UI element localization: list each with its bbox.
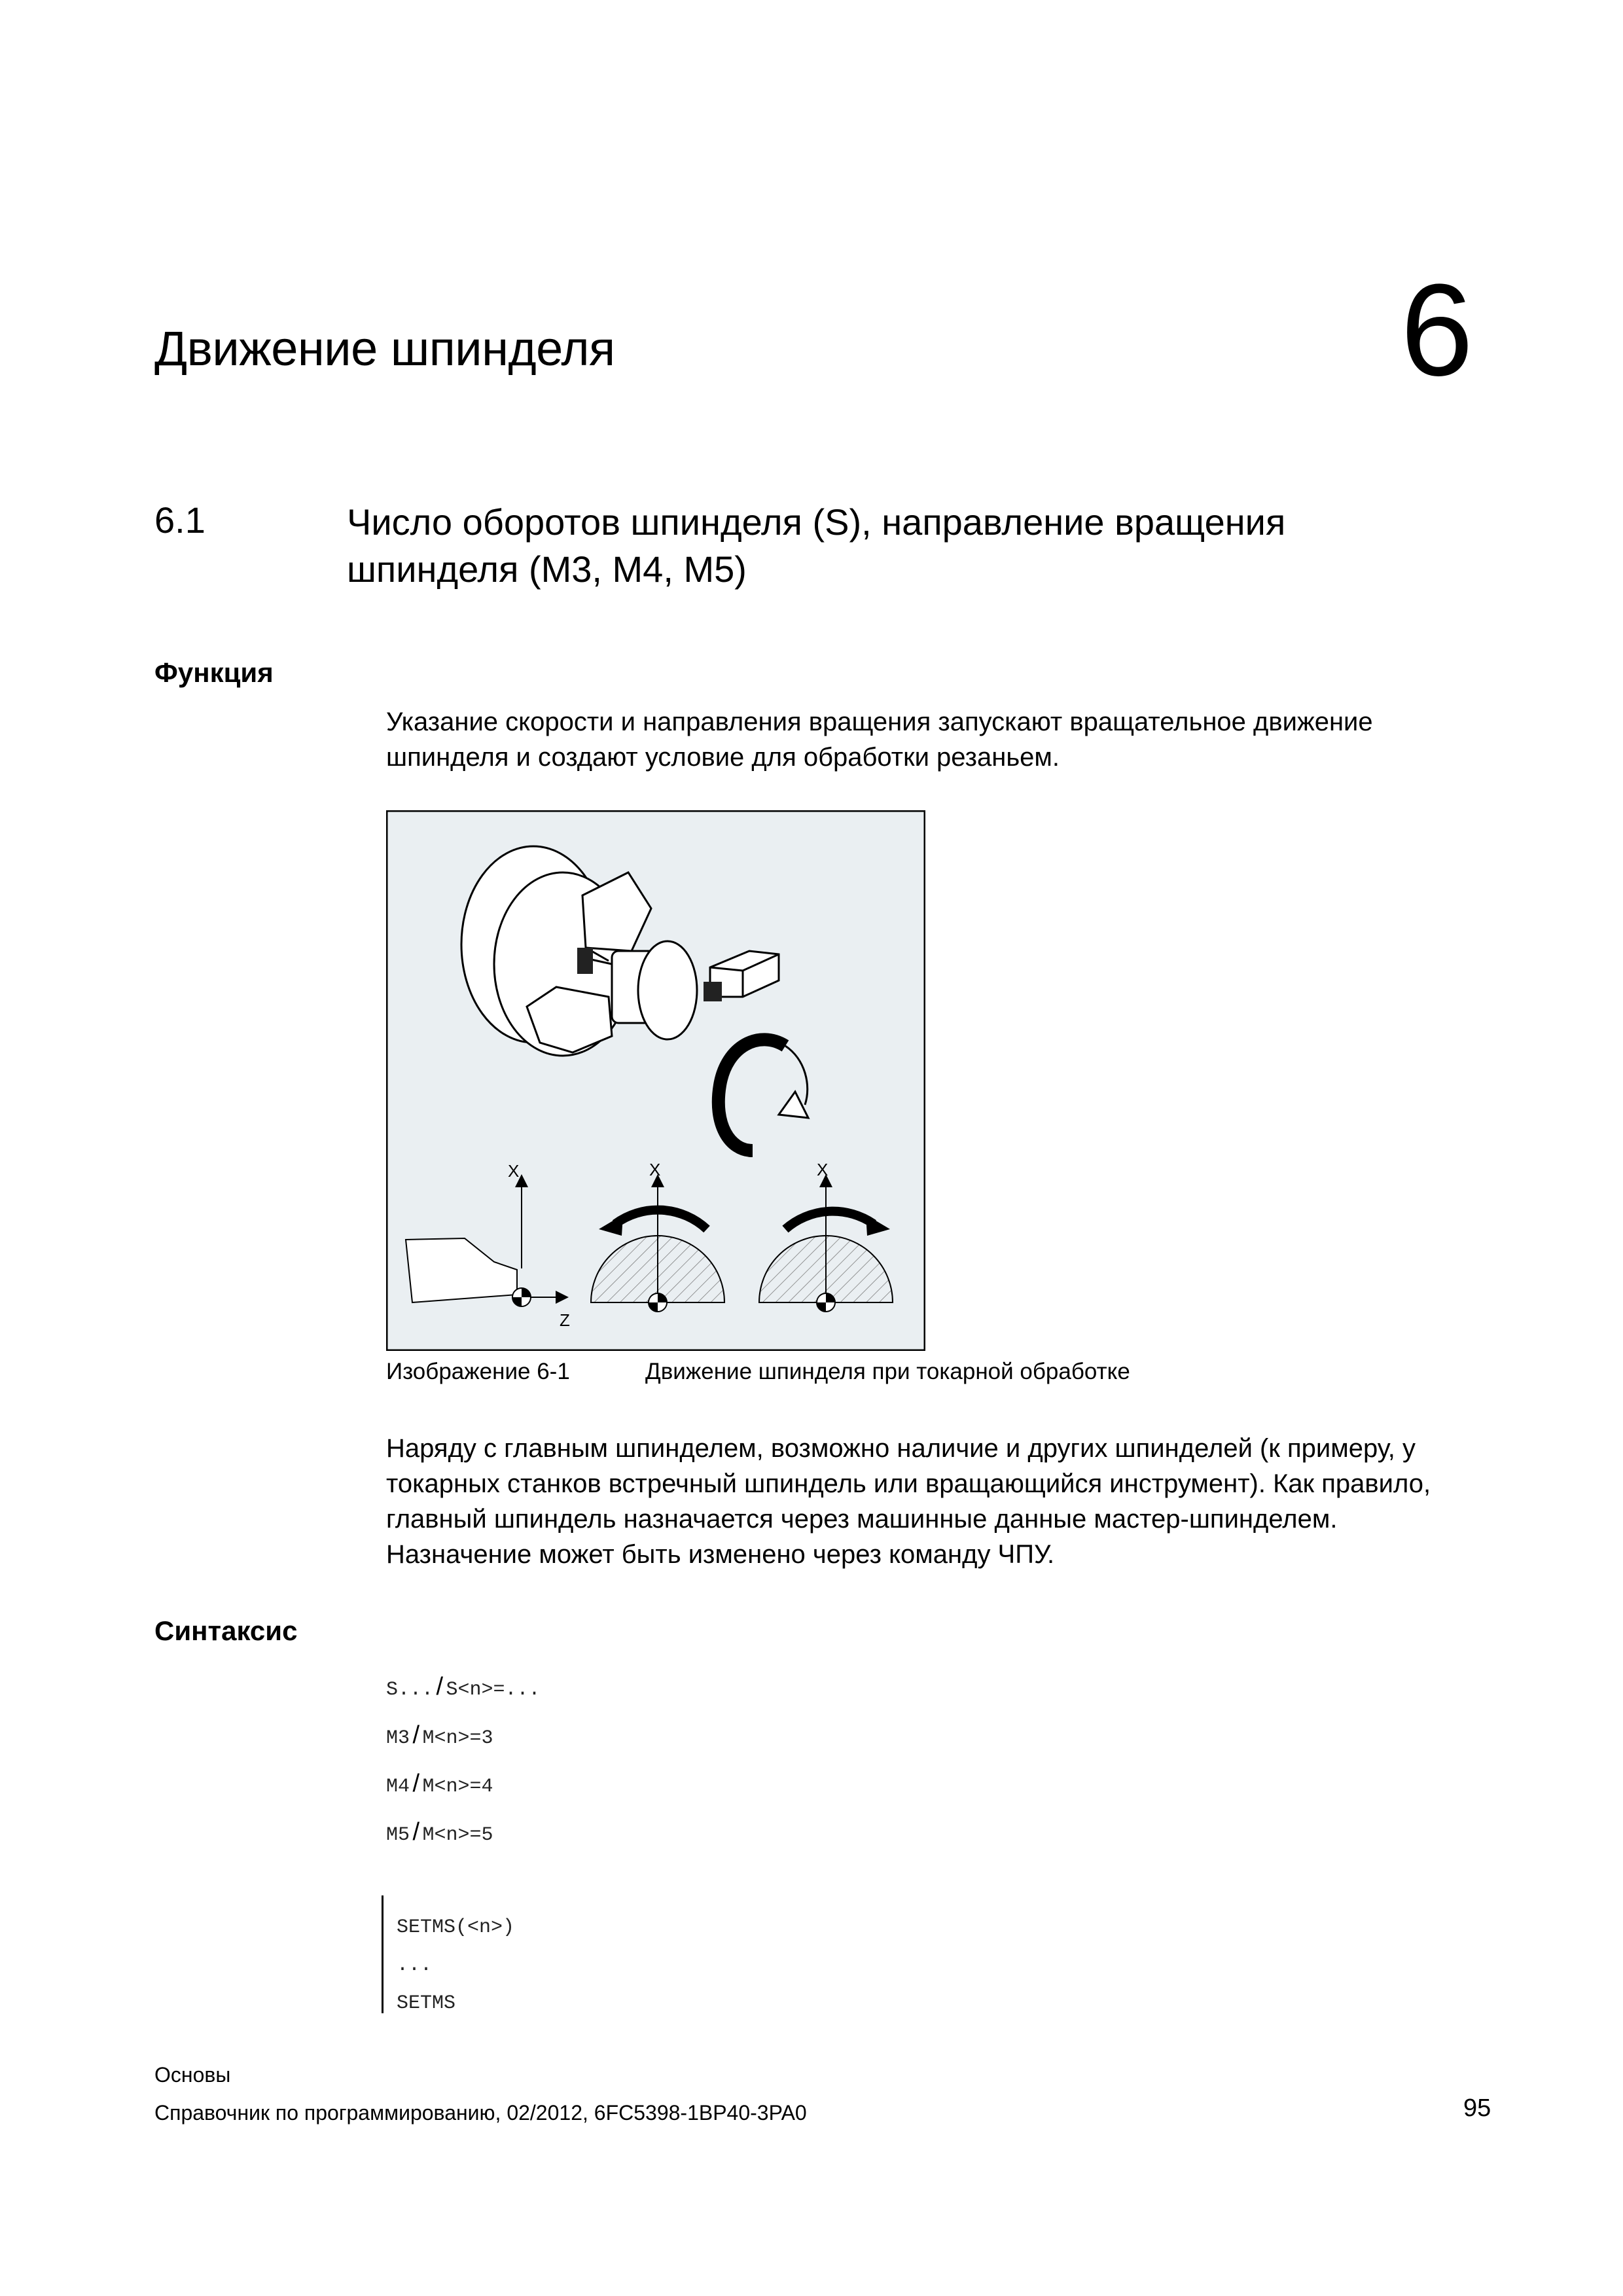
axis-x-label-3: X xyxy=(817,1160,829,1179)
section-title-line-1: Число оборотов шпинделя (S), направление вращения xyxy=(347,501,1286,543)
chapter-number: 6 xyxy=(1400,257,1474,403)
function-paragraph-line-1: Наряду с главным шпинделем, возможно наличие и других шпинделей (к примеру, у xyxy=(386,1434,1416,1463)
syntax-code: S... xyxy=(386,1679,434,1701)
function-paragraph-line-4: Назначение может быть изменено через команду ЧПУ. xyxy=(386,1540,1055,1569)
syntax-heading: Синтаксис xyxy=(154,1615,298,1646)
section-number: 6.1 xyxy=(154,499,205,541)
syntax-separator: / xyxy=(412,1721,420,1749)
figure-label: Изображение 6-1 xyxy=(386,1359,570,1384)
syntax-line-2 xyxy=(386,1721,493,1749)
axis-z-label: Z xyxy=(560,1310,570,1330)
syntax-code: M4 xyxy=(386,1776,410,1798)
spindle-figure-drawing xyxy=(386,810,925,1351)
syntax-separator: / xyxy=(412,1818,420,1846)
syntax-line-1 xyxy=(386,1673,541,1701)
syntax-code: M3 xyxy=(386,1727,410,1749)
figure-caption: Движение шпинделя при токарной обработке xyxy=(645,1359,1130,1384)
syntax-code: M5 xyxy=(386,1824,410,1846)
section-title-line-2: шпинделя (M3, M4, M5) xyxy=(347,548,747,590)
page-number: 95 xyxy=(1463,2094,1491,2122)
syntax-separator: / xyxy=(412,1770,420,1797)
function-intro-line-1: Указание скорости и направления вращения запускают вращательное движение xyxy=(386,708,1373,736)
function-paragraph-line-3: главный шпиндель назначается через машинные данные мастер-шпинделем. xyxy=(386,1505,1338,1534)
axis-x-label-2: X xyxy=(649,1160,661,1179)
chapter-title: Движение шпинделя xyxy=(154,321,615,376)
footer-reference: Справочник по программированию, 02/2012, 6FC5398-1BP40-3PA0 xyxy=(154,2101,807,2125)
syntax-separator: / xyxy=(436,1673,444,1700)
function-heading: Функция xyxy=(154,657,274,688)
function-intro xyxy=(386,704,1512,775)
axis-x-label-1: X xyxy=(508,1161,520,1181)
code-block-line-3: SETMS xyxy=(397,1992,456,2015)
function-paragraph xyxy=(386,1431,1512,1572)
function-paragraph-line-2: токарных станков встречный шпиндель или вращающийся инструмент). Как правило, xyxy=(386,1469,1431,1498)
code-block-line-1: SETMS(<n>) xyxy=(397,1916,515,1939)
syntax-code: S<n>=... xyxy=(446,1679,541,1701)
spindle-figure xyxy=(386,810,925,1351)
section-title xyxy=(347,499,1394,593)
syntax-line-3 xyxy=(386,1770,493,1798)
footer-title: Основы xyxy=(154,2063,231,2087)
syntax-code: M<n>=4 xyxy=(422,1776,493,1798)
code-block-line-2: ... xyxy=(397,1954,433,1977)
syntax-line-4 xyxy=(386,1818,493,1846)
syntax-code-block xyxy=(382,1895,645,2013)
syntax-code: M<n>=3 xyxy=(422,1727,493,1749)
syntax-code: M<n>=5 xyxy=(422,1824,493,1846)
function-intro-line-2: шпинделя и создают условие для обработки резаньем. xyxy=(386,743,1060,772)
